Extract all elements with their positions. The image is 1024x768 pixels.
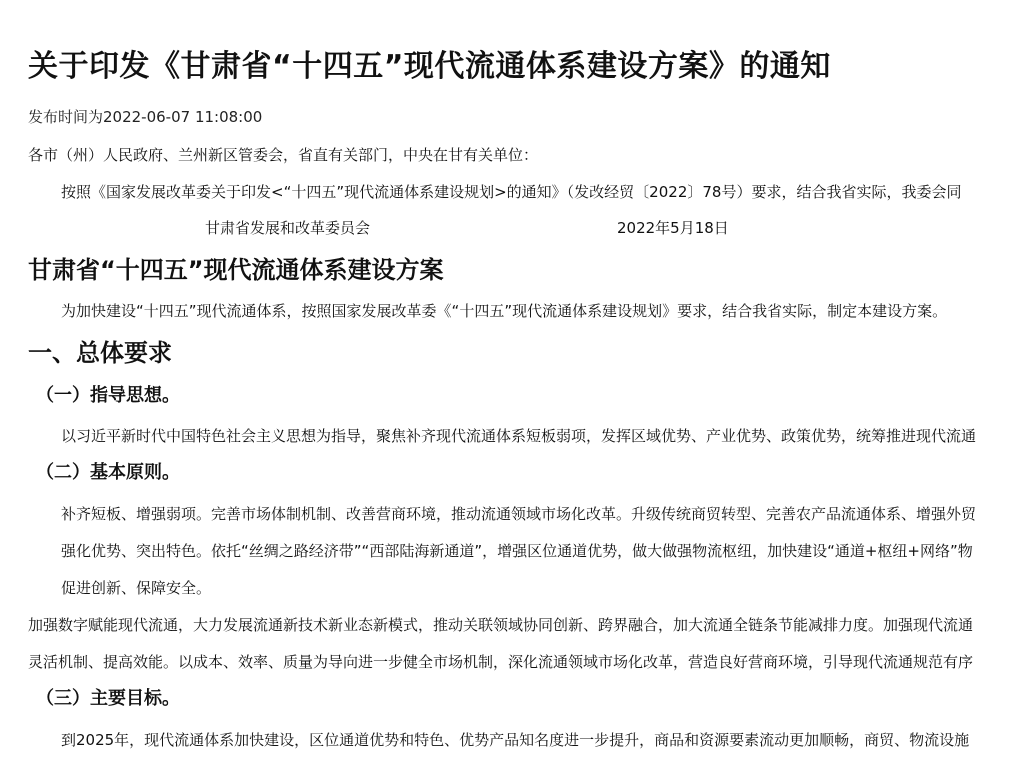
addressee-line: 各市（州）人民政府、兰州新区管委会，省直有关部门，中央在甘有关单位：: [28, 146, 539, 164]
principle-line-5: 灵活机制、提高效能。以成本、效率、质量为导向进一步健全市场机制，深化流通领域市场化改革，营造良好营商环境，引导现代流通规范有序: [28, 653, 974, 671]
subsection-heading-guiding-ideology: （一）指导思想。: [36, 385, 180, 406]
notice-body-paragraph: 按照《国家发展改革委关于印发<“十四五”现代流通体系建设规划>的通知》（发改经贸〔2022〕78号）要求，结合我省实际，我委会同: [61, 183, 962, 201]
signature-date: 2022年5月18日: [617, 219, 729, 237]
section-heading-overall-requirements: 一、总体要求: [28, 339, 172, 367]
publish-time: 发布时间为2022-06-07 11:08:00: [28, 108, 263, 126]
signature-org: 甘肃省发展和改革委员会: [205, 219, 371, 237]
principle-line-1: 补齐短板、增强弱项。完善市场体制机制、改善营商环境，推动流通领域市场化改革。升级传统商贸转型、完善农产品流通体系、增强外贸: [61, 505, 977, 523]
guiding-ideology-paragraph: 以习近平新时代中国特色社会主义思想为指导，聚焦补齐现代流通体系短板弱项，发挥区域优势、产业优势、政策优势，统筹推进现代流通: [61, 427, 977, 445]
principle-line-3: 促进创新、保障安全。: [61, 579, 212, 597]
subsection-heading-basic-principles: （二）基本原则。: [36, 462, 180, 483]
main-goals-paragraph: 到2025年，现代流通体系加快建设，区位通道优势和特色、优势产品知名度进一步提升，商品和资源要素流动更加顺畅，商贸、物流设施: [61, 731, 970, 749]
page-title: 关于印发《甘肃省“十四五”现代流通体系建设方案》的通知: [28, 49, 831, 84]
subsection-heading-main-goals: （三）主要目标。: [36, 688, 180, 709]
principle-line-4: 加强数字赋能现代流通，大力发展流通新技术新业态新模式，推动关联领域协同创新、跨界融合，加大流通全链条节能减排力度。加强现代流通: [28, 616, 974, 634]
principle-line-2: 强化优势、突出特色。依托“丝绸之路经济带”“西部陆海新通道”，增强区位通道优势，做大做强物流枢纽，加快建设“通道+枢纽+网络”物: [61, 542, 973, 560]
plan-intro-paragraph: 为加快建设“十四五”现代流通体系，按照国家发展改革委《“十四五”现代流通体系建设规划》要求，结合我省实际，制定本建设方案。: [61, 302, 948, 320]
plan-title: 甘肃省“十四五”现代流通体系建设方案: [28, 256, 444, 284]
